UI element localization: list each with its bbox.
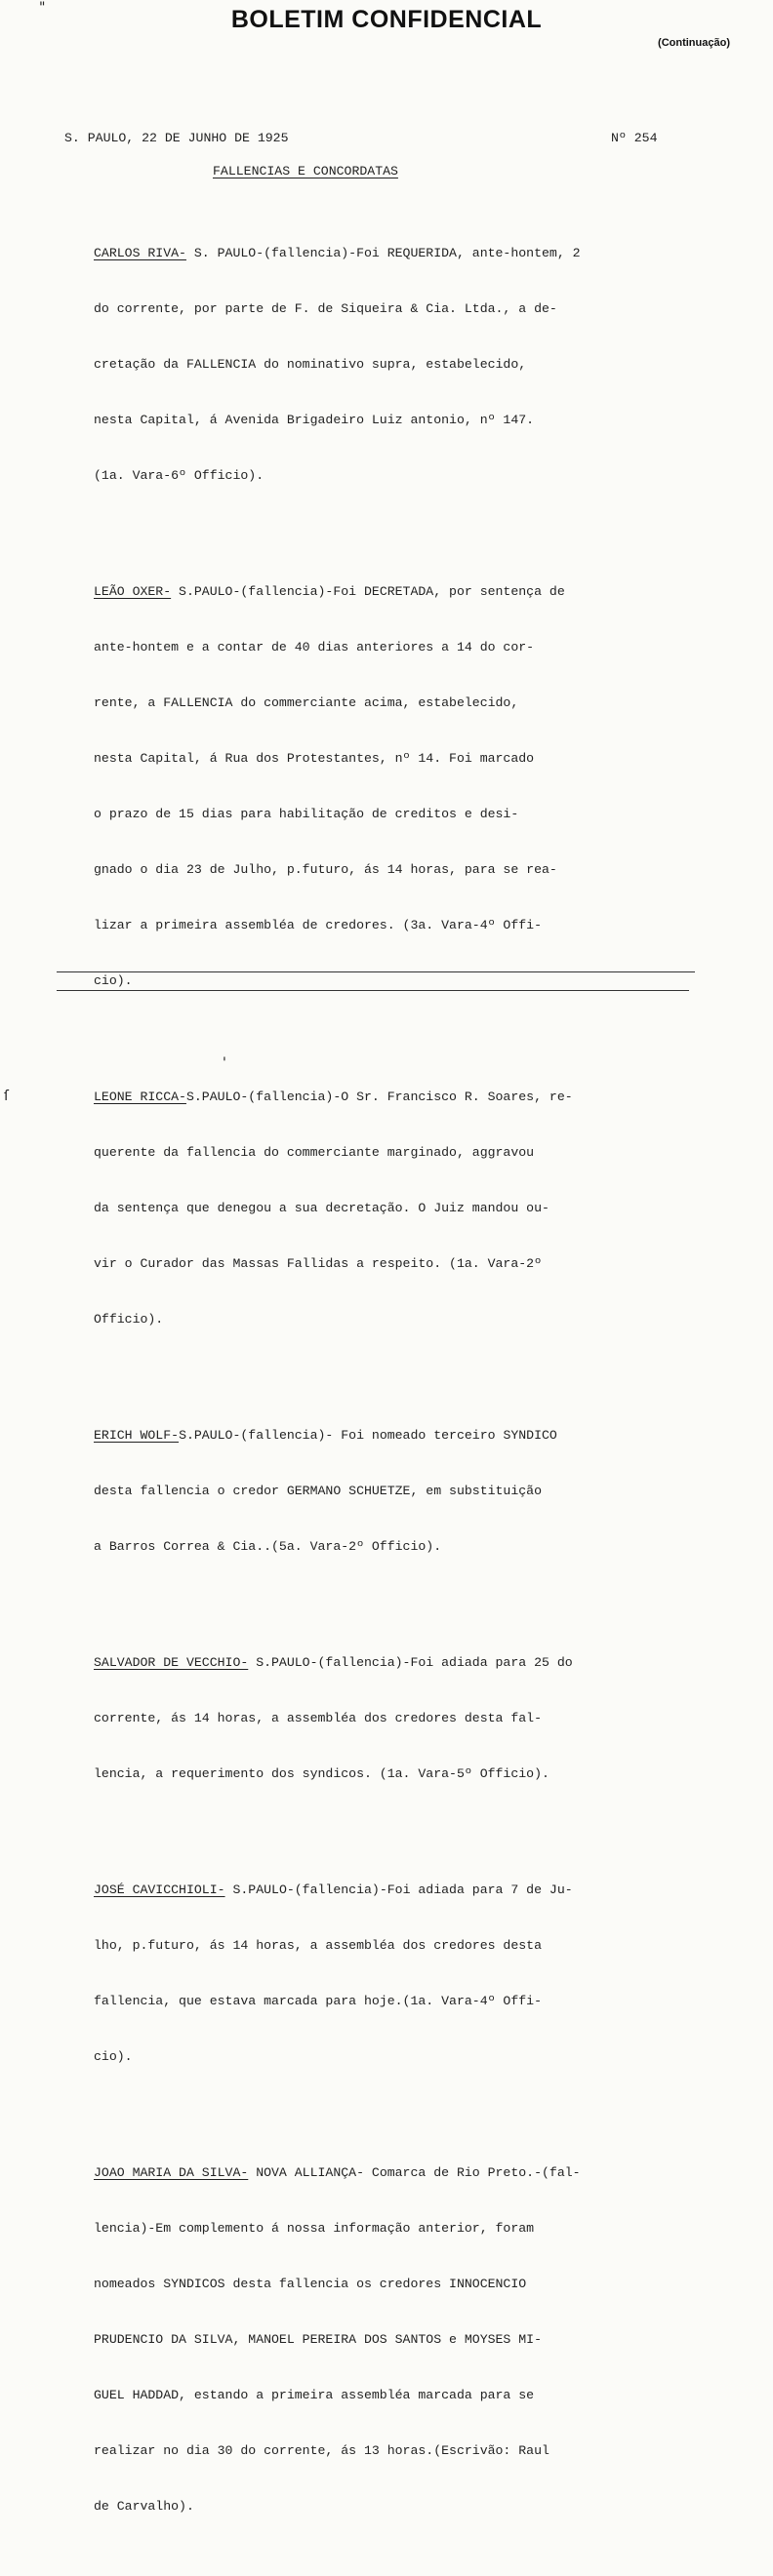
entry-line: lizar a primeira assembléa de credores. (3a. Vara-4º Offi- — [94, 918, 542, 932]
entry-name: LEÃO OXER- — [94, 584, 172, 599]
entry-name: JOAO MARIA DA SILVA- — [94, 2165, 249, 2180]
entry-first-line: ERICH WOLF-S.PAULO-(fallencia)- Foi nomeado terceiro SYNDICO — [94, 1428, 557, 1443]
entry-line: desta fallencia o credor GERMANO SCHUETZE, em substituição — [94, 1484, 542, 1498]
entry — [94, 1050, 699, 1366]
bulletin-number: Nº 254 — [611, 131, 658, 145]
scan-mark: " — [39, 0, 46, 16]
entry-name: CARLOS RIVA- — [94, 246, 186, 260]
entry-line: do corrente, por parte de F. de Siqueira & Cia. Ltda., a de- — [94, 301, 557, 316]
entry-line: a Barros Correa & Cia..(5a. Vara-2º Officio). — [94, 1539, 442, 1554]
entry-line: da sentença que denegou a sua decretação. O Juiz mandou ou- — [94, 1201, 549, 1215]
entry-line: lho, p.futuro, ás 14 horas, a assembléa dos credores desta — [94, 1938, 542, 1953]
entry — [94, 1843, 699, 2103]
entry-line: lencia)-Em complemento á nossa informação anterior, foram — [94, 2221, 535, 2236]
entry-line: de Carvalho). — [94, 2499, 194, 2514]
entry — [94, 207, 699, 522]
closing-rule-top — [57, 971, 695, 972]
entry-line: realizar no dia 30 do corrente, ás 13 horas.(Escrivão: Raul — [94, 2443, 549, 2458]
entry-line: cio). — [94, 973, 133, 988]
entries-list — [94, 207, 699, 2576]
entry-first-line: JOSÉ CAVICCHIOLI- S.PAULO-(fallencia)-Foi adiada para 7 de Ju- — [94, 1882, 573, 1897]
entry — [94, 1389, 699, 1593]
entry-line: ante-hontem e a contar de 40 dias anteriores a 14 do cor- — [94, 640, 535, 654]
entry-line: querente da fallencia do commerciante marginado, aggravou — [94, 1145, 535, 1160]
entry-name: JOSÉ CAVICCHIOLI- — [94, 1882, 225, 1897]
entry-name: ERICH WOLF- — [94, 1428, 180, 1443]
section-heading: FALLENCIAS E CONCORDATAS — [213, 164, 398, 178]
entry-line: Officio). — [94, 1312, 164, 1327]
entry-line: rente, a FALLENCIA do commerciante acima, estabelecido, — [94, 695, 519, 710]
closing-rule-bottom — [57, 990, 689, 991]
entry-line: (1a. Vara-6º Officio). — [94, 468, 264, 483]
dateline: S. PAULO, 22 DE JUNHO DE 1925 — [64, 131, 289, 145]
entry-line: fallencia, que estava marcada para hoje.(1a. Vara-4º Offi- — [94, 1994, 542, 2008]
document-title: BOLETIM CONFIDENCIAL — [230, 6, 543, 33]
scan-mark: ' — [223, 1055, 226, 1071]
entry-line: o prazo de 15 dias para habilitação de creditos e desi- — [94, 807, 519, 821]
entry-line: gnado o dia 23 de Julho, p.futuro, ás 14 horas, para se rea- — [94, 862, 557, 877]
entry-name: LEONE RICCA- — [94, 1090, 186, 1104]
entry-line: cio). — [94, 2049, 133, 2064]
entry-first-line: SALVADOR DE VECCHIO- S.PAULO-(fallencia)-Foi adiada para 25 do — [94, 1655, 573, 1670]
entry-line: nomeados SYNDICOS desta fallencia os credores INNOCENCIO — [94, 2277, 527, 2291]
entry-line: PRUDENCIO DA SILVA, MANOEL PEREIRA DOS SANTOS e MOYSES MI- — [94, 2332, 542, 2347]
entry — [94, 2126, 699, 2553]
entry-line: lencia, a requerimento dos syndicos. (1a. Vara-5º Officio). — [94, 1766, 549, 1781]
entry — [94, 545, 699, 1027]
entry-name: SALVADOR DE VECCHIO- — [94, 1655, 249, 1670]
scan-mark: ſ — [4, 1089, 9, 1104]
entry-line: nesta Capital, á Avenida Brigadeiro Luiz antonio, nº 147. — [94, 413, 535, 427]
entry — [94, 1616, 699, 1820]
entry-line: vir o Curador das Massas Fallidas a respeito. (1a. Vara-2º — [94, 1256, 542, 1271]
entry-first-line: LEONE RICCA-S.PAULO-(fallencia)-O Sr. Francisco R. Soares, re- — [94, 1090, 573, 1104]
entry-first-line: CARLOS RIVA- S. PAULO-(fallencia)-Foi REQUERIDA, ante-hontem, 2 — [94, 246, 581, 260]
entry-line: corrente, ás 14 horas, a assembléa dos credores desta fal- — [94, 1711, 542, 1725]
continuation-label: (Continuação) — [658, 37, 730, 49]
entry-line: nesta Capital, á Rua dos Protestantes, nº 14. Foi marcado — [94, 751, 535, 766]
entry-line: cretação da FALLENCIA do nominativo supra, estabelecido, — [94, 357, 527, 372]
entry-first-line: JOAO MARIA DA SILVA- NOVA ALLIANÇA- Comarca de Rio Preto.-(fal- — [94, 2165, 581, 2180]
entry-first-line: LEÃO OXER- S.PAULO-(fallencia)-Foi DECRETADA, por sentença de — [94, 584, 565, 599]
entry-line: GUEL HADDAD, estando a primeira assembléa marcada para se — [94, 2388, 535, 2402]
